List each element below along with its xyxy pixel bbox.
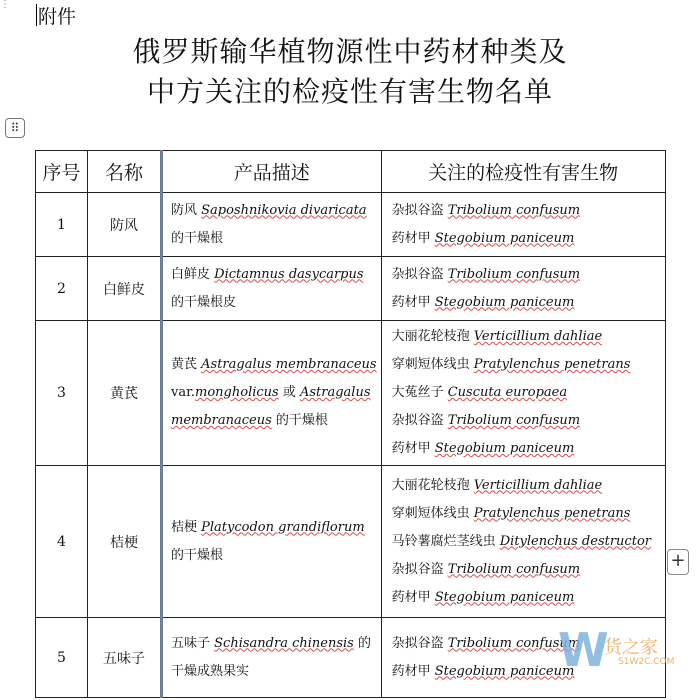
pest-chinese-name: 穿刺短体线虫 [391,357,470,372]
table-row [36,466,666,618]
pest-latin-name: Tribolium confusum [447,266,581,282]
row-number-cell[interactable]: 4 [36,466,88,618]
description-text: 干燥成熟果实 [171,663,250,679]
pest-chinese-name: 杂拟谷盗 [391,413,444,428]
pest-entry [392,261,661,289]
description-line [171,197,377,225]
pest-list-cell[interactable] [381,193,665,257]
pest-entry [392,379,661,407]
watermark-brand: 货之家 [604,637,658,658]
pest-list-cell[interactable] [381,257,665,321]
document-title-line-1[interactable]: 俄罗斯输华植物源性中药材种类及 [132,35,568,68]
product-description-cell[interactable] [162,618,382,698]
description-line [171,407,377,435]
pest-chinese-name: 药材甲 [391,441,431,456]
latin-name: Schisandra chinensis [214,635,354,651]
drag-dots-icon: ⋮ [0,0,10,10]
header-cell-description[interactable]: 产品描述 [162,151,382,193]
description-line [171,514,377,542]
latin-name: Saposhnikovia divaricata [201,202,367,218]
table-row [36,257,666,321]
pest-latin-name: Tribolium confusum [447,202,581,218]
pest-latin-name: Stegobium paniceum [434,589,575,605]
pest-latin-name: Tribolium confusum [447,635,581,651]
header-cell-number[interactable]: 序号 [36,151,88,193]
pest-entry [392,630,661,658]
pest-latin-name: Verticillium dahliae [473,477,603,493]
description-text: 黄芪 [171,357,202,372]
pest-chinese-name: 药材甲 [391,294,431,310]
attachment-label[interactable]: 附件 [38,6,77,28]
pest-entry [392,500,661,528]
description-text: 或 [278,385,300,400]
description-line [171,630,377,658]
pest-entry [392,472,661,500]
pest-entry [392,323,661,351]
pest-chinese-name: 药材甲 [391,663,431,679]
pest-latin-name: Stegobium paniceum [434,663,575,679]
description-line [171,351,377,379]
pest-entry [392,584,661,612]
description-text: 五味子 [171,635,215,651]
row-number-cell[interactable]: 5 [36,618,88,698]
watermark-domain: S1W2C.COM [618,657,675,667]
description-line [171,542,377,570]
pest-entry [392,528,661,556]
pest-list-cell[interactable] [381,466,665,618]
text-cursor [36,4,37,26]
pest-chinese-name: 杂拟谷盗 [391,635,444,651]
product-description-cell[interactable] [162,466,382,618]
product-description-cell[interactable] [162,257,382,321]
herb-name-cell[interactable]: 防风 [88,193,162,257]
herb-name-cell[interactable]: 黄芪 [88,321,162,466]
pest-chinese-name: 杂拟谷盗 [391,561,444,577]
pest-entry [392,351,661,379]
pest-list-cell[interactable] [381,321,665,466]
latin-name: Dictamnus dasycarpus [214,266,364,282]
pest-latin-name: Stegobium paniceum [434,441,575,456]
latin-name: mongholicus [195,385,279,400]
pest-latin-name: Pratylenchus penetrans [473,357,631,372]
pest-latin-name: Tribolium confusum [447,413,581,428]
pest-list-table [35,150,666,698]
pest-latin-name: Tribolium confusum [447,561,581,577]
pest-chinese-name: 杂拟谷盗 [391,202,444,218]
description-line [171,289,377,317]
description-line [171,379,377,407]
herb-name-cell[interactable]: 五味子 [88,618,162,698]
row-number-cell[interactable]: 1 [36,193,88,257]
description-text: 的干燥根 [171,547,224,563]
pest-list-cell[interactable] [381,618,665,698]
description-text: var. [171,385,196,400]
add-column-button[interactable]: + [667,549,689,575]
product-description-cell[interactable] [162,193,382,257]
pest-entry [392,289,661,317]
description-line [171,261,377,289]
description-line [171,225,377,253]
pest-entry [392,225,661,253]
pest-chinese-name: 药材甲 [391,230,431,246]
table-row [36,618,666,698]
row-number-cell[interactable]: 2 [36,257,88,321]
description-text: 防风 [171,202,202,218]
herb-name-cell[interactable]: 白鲜皮 [88,257,162,321]
pest-chinese-name: 穿刺短体线虫 [391,505,470,521]
header-cell-name[interactable]: 名称 [88,151,162,193]
description-text: 的干燥根皮 [171,294,237,310]
description-text: 的干燥根 [171,230,224,246]
table-row [36,321,666,466]
pest-chinese-name: 大丽花轮枝孢 [391,477,470,493]
pest-latin-name: Pratylenchus penetrans [473,505,631,521]
document-title-line-2[interactable]: 中方关注的检疫性有害生物名单 [146,75,553,108]
pest-latin-name: Stegobium paniceum [434,230,575,246]
pest-chinese-name: 药材甲 [391,589,431,605]
watermark-mark: W [558,623,609,677]
header-cell-pests[interactable]: 关注的检疫性有害生物 [381,151,665,193]
row-number-cell[interactable]: 3 [36,321,88,466]
table-row [36,193,666,257]
latin-name: Astragalus [299,385,371,400]
pest-chinese-name: 大菟丝子 [391,385,444,400]
latin-name: Astragalus membranaceus [201,357,377,372]
table-move-handle-icon[interactable]: ⠿ [5,118,25,138]
description-line [171,658,377,686]
table-header-row [36,151,666,193]
pest-entry [392,435,661,463]
pest-entry [392,556,661,584]
pest-entry [392,407,661,435]
pest-latin-name: Ditylenchus destructor [499,533,651,549]
product-description-cell[interactable] [162,321,382,466]
pest-latin-name: Verticillium dahliae [473,329,603,344]
pest-latin-name: Cuscuta europaea [447,385,568,400]
pest-entry [392,197,661,225]
herb-name-cell[interactable]: 桔梗 [88,466,162,618]
pest-chinese-name: 大丽花轮枝孢 [391,329,470,344]
pest-chinese-name: 马铃薯腐烂茎线虫 [391,533,496,549]
pest-latin-name: Stegobium paniceum [434,294,575,310]
pest-entry [392,658,661,686]
description-text: 的干燥根 [271,413,328,428]
latin-name: Platycodon grandiflorum [201,519,365,535]
description-text: 白鲜皮 [171,266,215,282]
description-text: 桔梗 [171,519,202,535]
pest-chinese-name: 杂拟谷盗 [391,266,444,282]
description-text: 的 [353,635,371,651]
latin-name: membranaceus [171,413,272,428]
